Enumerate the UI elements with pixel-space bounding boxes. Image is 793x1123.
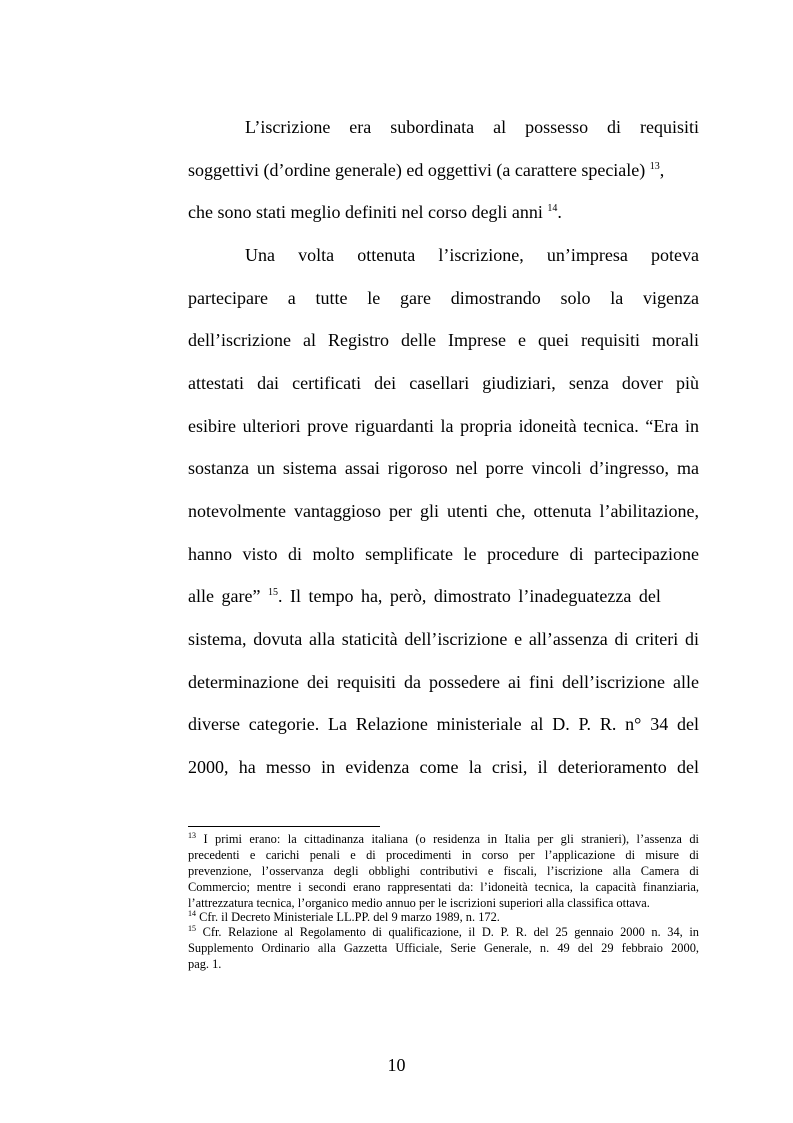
body-line-13: sistema, dovuta alla staticità dell’iscrizione e all’assenza di criteri di	[188, 629, 699, 649]
footnote-15-line-1: $^{15}$ Cfr. Relazione al Regolamento di qualificazione, il D. P. R. del 25 gennaio 2000 n. 34, in	[188, 924, 699, 939]
body-line-12: alle gare” $^{15}$. Il tempo ha, però, dimostrato l’inadeguatezza del	[188, 586, 661, 606]
body-line-15: diverse categorie. La Relazione ministeriale al D. P. R. n° 34 del	[188, 714, 699, 734]
footnote-number-14: 14	[188, 909, 196, 918]
body-line-2: soggettivi (d’ordine generale) ed oggettivi (a carattere speciale) $^{13}$,	[188, 160, 665, 180]
footnote-separator	[188, 826, 380, 827]
footnote-13-line-1: $^{13}$ I primi erano: la cittadinanza italiana (o residenza in Italia per gli stranieri), l’assenza di	[188, 831, 699, 846]
body-line-4: Una volta ottenuta l’iscrizione, un’impresa poteva	[245, 245, 699, 265]
footnote-ref-13[interactable]: 13	[649, 161, 660, 172]
footnote-ref-14[interactable]: 14	[547, 203, 558, 214]
page-number: 10	[387, 1055, 406, 1075]
footnote-13-line-3: prevenzione, l’osservanza degli obblighi contributivi e fiscali, l’iscrizione alla Camera di	[188, 864, 699, 878]
body-line-10: notevolmente vantaggioso per gli utenti che, ottenuta l’abilitazione,	[188, 501, 699, 521]
footnote-14: $^{14}$ Cfr. il Decreto Ministeriale LL.PP. del 9 marzo 1989, n. 172.	[188, 909, 500, 924]
body-line-5: partecipare a tutte le gare dimostrando solo la vigenza	[188, 288, 699, 308]
body-line-8: esibire ulteriori prove riguardanti la propria idoneità tecnica. “Era in	[188, 416, 699, 436]
footnote-number-15: 15	[188, 924, 196, 933]
body-line-7: attestati dai certificati dei casellari giudiziari, senza dover più	[188, 373, 699, 393]
footnote-15-line-2: Supplemento Ordinario alla Gazzetta Ufficiale, Serie Generale, n. 49 del 29 febbraio 2000,	[188, 941, 699, 955]
body-line-11: hanno visto di molto semplificate le procedure di partecipazione	[188, 544, 699, 564]
footnote-number-13: 13	[188, 831, 196, 840]
footnote-13-line-2: precedenti e carichi penali e di procedimenti in corso per l’applicazione di misure di	[188, 848, 699, 862]
body-line-14: determinazione dei requisiti da possedere ai fini dell’iscrizione alle	[188, 672, 699, 692]
body-line-16: 2000, ha messo in evidenza come la crisi, il deterioramento del	[188, 757, 699, 777]
footnote-13-line-4: Commercio; mentre i secondi erano rappresentati da: l’idoneità tecnica, la capacità finanziaria,	[188, 880, 699, 894]
footnote-13-line-5: l’attrezzatura tecnica, l’organico medio annuo per le iscrizioni superiori alla classifica ottava.	[188, 896, 650, 910]
body-line-6: dell’iscrizione al Registro delle Imprese e quei requisiti morali	[188, 330, 699, 350]
footnote-15-line-3: pag. 1.	[188, 957, 222, 971]
body-line-1: L’iscrizione era subordinata al possesso di requisiti	[245, 117, 699, 137]
footnote-ref-15[interactable]: 15	[267, 587, 278, 598]
body-line-3: che sono stati meglio definiti nel corso degli anni $^{14}$.	[188, 202, 562, 222]
body-line-9: sostanza un sistema assai rigoroso nel porre vincoli d’ingresso, ma	[188, 458, 699, 478]
